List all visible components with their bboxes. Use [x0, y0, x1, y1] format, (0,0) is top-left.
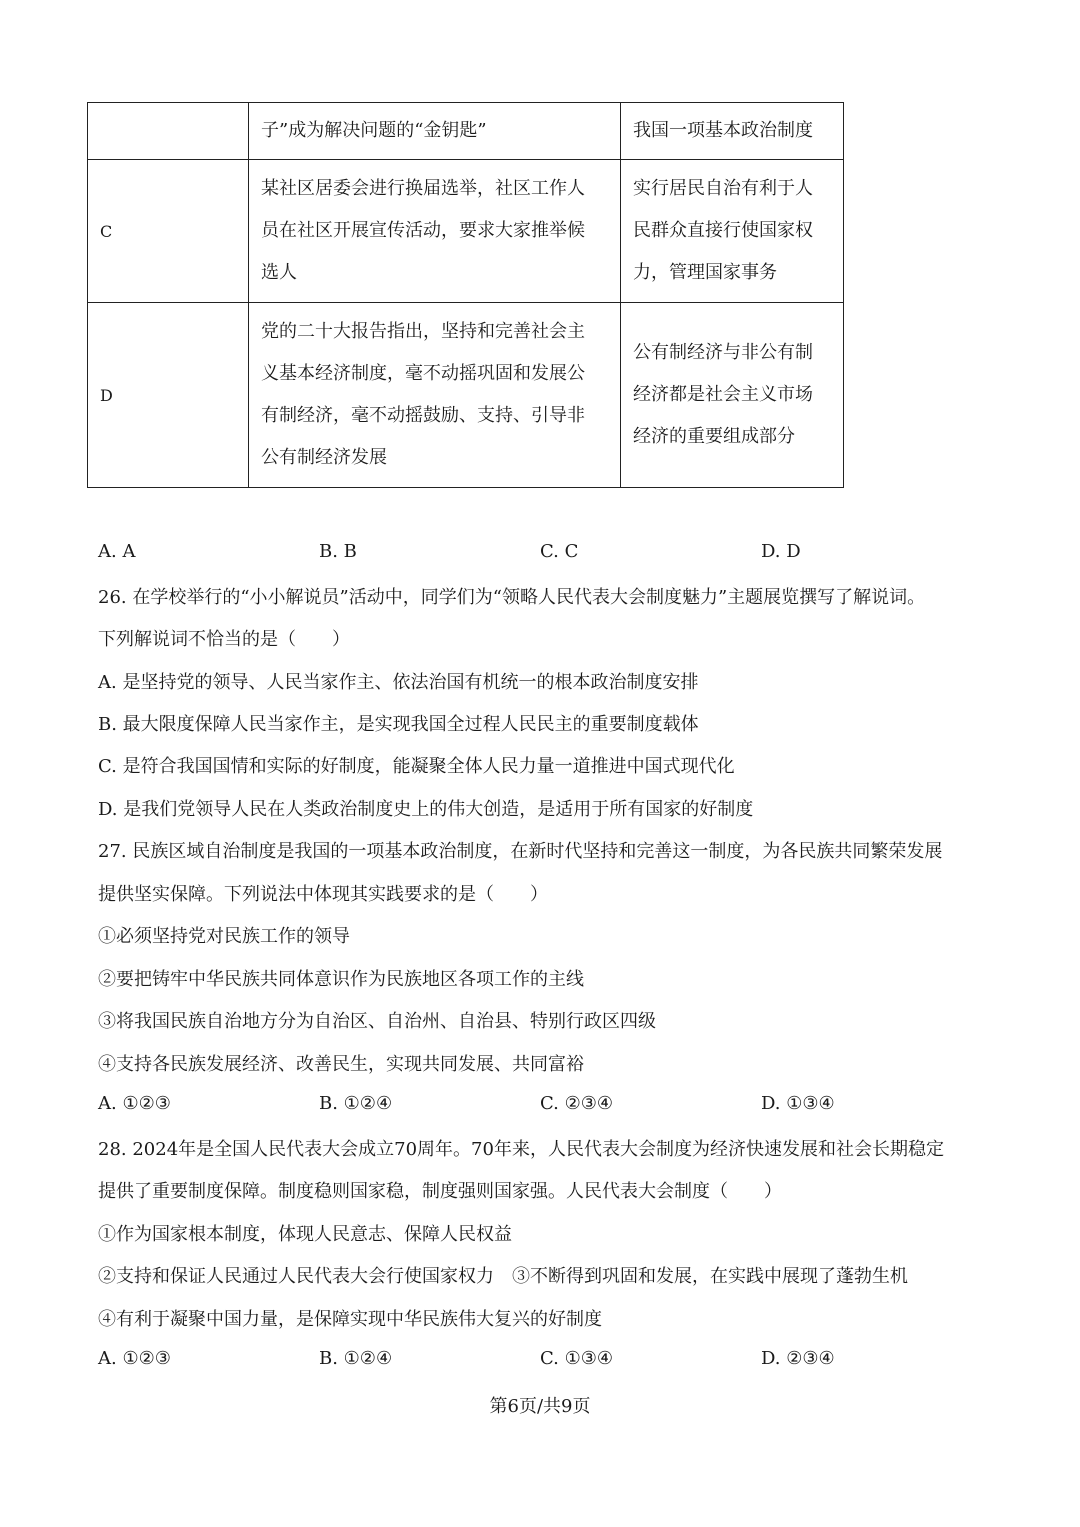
option-a[interactable]: A. A — [98, 541, 136, 562]
question-table — [87, 102, 844, 488]
material-line: 选人 — [261, 262, 297, 283]
row-label: D — [88, 303, 249, 488]
viewpoint-cell — [621, 160, 844, 303]
table-row — [88, 103, 844, 160]
page-footer: 第6页/共9页 — [489, 1396, 591, 1417]
q26-stem: 26. 在学校举行的“小小解说员”活动中，同学们为“领略人民代表大会制度魅力”主题展览撰写了解说词。 — [98, 587, 926, 608]
material-line: 子”成为解决问题的“金钥匙” — [261, 120, 487, 141]
q28-stem: 28. 2024年是全国人民代表大会成立70周年。70年来，人民代表大会制度为经济快速发展和社会长期稳定 — [98, 1139, 944, 1160]
option-d[interactable]: D. D — [761, 541, 801, 562]
q28-item: ④有利于凝聚中国力量，是保障实现中华民族伟大复兴的好制度 — [98, 1309, 602, 1330]
material-cell — [249, 303, 621, 488]
q28-item: ①作为国家根本制度，体现人民意志、保障人民权益 — [98, 1224, 512, 1245]
material-line: 某社区居委会进行换届选举，社区工作人 — [261, 178, 585, 199]
option-b[interactable]: B. ①②④ — [319, 1348, 393, 1369]
viewpoint-line: 力，管理国家事务 — [633, 262, 777, 283]
q27-item: ②要把铸牢中华民族共同体意识作为民族地区各项工作的主线 — [98, 969, 584, 990]
q28-stem: 提供了重要制度保障。制度稳则国家稳，制度强则国家强。人民代表大会制度（ ） — [98, 1181, 782, 1202]
option-a[interactable]: A. ①②③ — [98, 1348, 171, 1369]
viewpoint-line: 经济的重要组成部分 — [633, 426, 795, 447]
option-b[interactable]: B. B — [319, 541, 357, 562]
viewpoint-line: 经济都是社会主义市场 — [633, 384, 813, 405]
row-label: C — [88, 160, 249, 303]
material-line: 有制经济，毫不动摇鼓励、支持、引导非 — [261, 405, 585, 426]
q26-option-a[interactable]: A. 是坚持党的领导、人民当家作主、依法治国有机统一的根本政治制度安排 — [98, 672, 699, 693]
q28-item: ②支持和保证人民通过人民代表大会行使国家权力 ③不断得到巩固和发展，在实践中展现了蓬勃生机 — [98, 1266, 908, 1287]
option-a[interactable]: A. ①②③ — [98, 1093, 171, 1114]
material-cell — [249, 103, 621, 160]
q27-item: ③将我国民族自治地方分为自治区、自治州、自治县、特别行政区四级 — [98, 1011, 656, 1032]
q27-stem: 提供坚实保障。下列说法中体现其实践要求的是（ ） — [98, 884, 548, 905]
q26-stem: 下列解说词不恰当的是（ ） — [98, 629, 350, 650]
option-c[interactable]: C. C — [540, 541, 579, 562]
material-line: 党的二十大报告指出，坚持和完善社会主 — [261, 321, 585, 342]
option-c[interactable]: C. ②③④ — [540, 1093, 613, 1114]
viewpoint-line: 我国一项基本政治制度 — [633, 120, 813, 141]
q27-stem: 27. 民族区域自治制度是我国的一项基本政治制度，在新时代坚持和完善这一制度，为各民族共同繁荣发展 — [98, 841, 943, 862]
q26-option-d[interactable]: D. 是我们党领导人民在人类政治制度史上的伟大创造，是适用于所有国家的好制度 — [98, 799, 754, 820]
q26-option-c[interactable]: C. 是符合我国国情和实际的好制度，能凝聚全体人民力量一道推进中国式现代化 — [98, 756, 735, 777]
table-row — [88, 160, 844, 303]
viewpoint-cell — [621, 303, 844, 488]
material-line: 员在社区开展宣传活动，要求大家推举候 — [261, 220, 585, 241]
q28-options — [98, 1348, 998, 1374]
q27-item: ①必须坚持党对民族工作的领导 — [98, 926, 350, 947]
viewpoint-line: 民群众直接行使国家权 — [633, 220, 813, 241]
table-row — [88, 303, 844, 488]
option-c[interactable]: C. ①③④ — [540, 1348, 613, 1369]
option-d[interactable]: D. ①③④ — [761, 1093, 835, 1114]
q25-options — [98, 541, 998, 567]
q27-item: ④支持各民族发展经济、改善民生，实现共同发展、共同富裕 — [98, 1054, 584, 1075]
viewpoint-line: 公有制经济与非公有制 — [633, 342, 813, 363]
material-line: 公有制经济发展 — [261, 447, 387, 468]
q26-option-b[interactable]: B. 最大限度保障人民当家作主，是实现我国全过程人民民主的重要制度载体 — [98, 714, 699, 735]
material-cell — [249, 160, 621, 303]
q27-options — [98, 1093, 998, 1119]
option-d[interactable]: D. ②③④ — [761, 1348, 835, 1369]
row-label — [88, 103, 249, 160]
viewpoint-cell — [621, 103, 844, 160]
viewpoint-line: 实行居民自治有利于人 — [633, 178, 813, 199]
option-b[interactable]: B. ①②④ — [319, 1093, 393, 1114]
material-line: 义基本经济制度，毫不动摇巩固和发展公 — [261, 363, 585, 384]
